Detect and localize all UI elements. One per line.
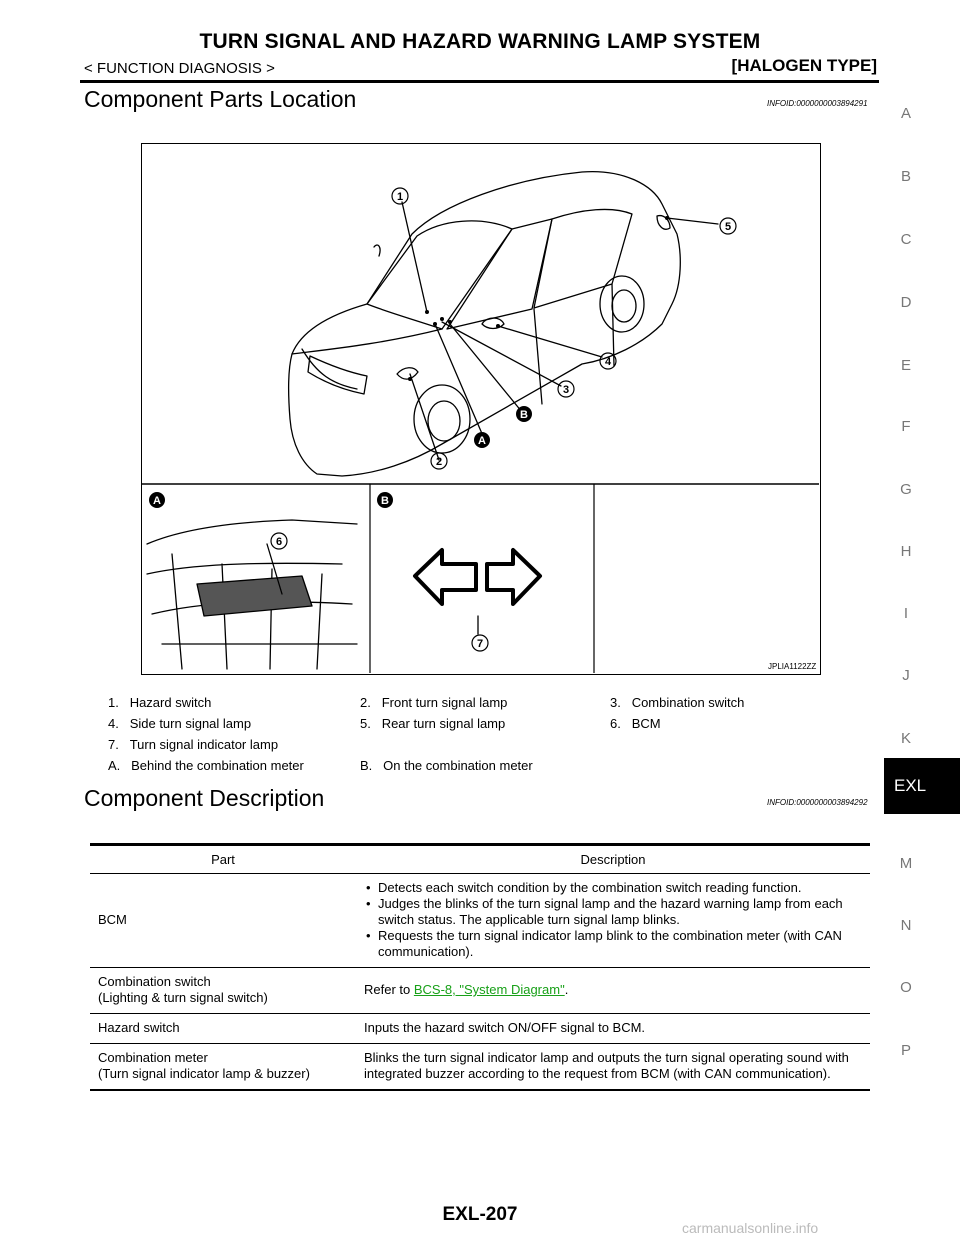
callout-4-label: 4 [604, 356, 612, 368]
legend-3-text: Combination switch [631, 695, 745, 710]
leader-3 [442, 322, 561, 386]
windshield [367, 221, 512, 329]
leader-1 [402, 202, 427, 312]
front-wheel [414, 385, 470, 453]
side-window-front [447, 219, 552, 329]
info-id-description: INFOID:0000000003894292 [767, 798, 868, 807]
legend-1 [108, 695, 211, 710]
legend-2: 2. Front turn signal lamp [360, 695, 508, 710]
legend-b: B. On the combination meter [360, 758, 533, 773]
index-active-exl[interactable]: EXL [884, 758, 960, 814]
legend-2-text: Front turn signal lamp [381, 695, 508, 710]
table-row [90, 874, 870, 968]
heading-component-parts-location: Component Parts Location [84, 86, 357, 112]
watermark: carmanualsonline.info [682, 1220, 819, 1236]
legend-7-text: Turn signal indicator lamp [129, 737, 279, 752]
view-marker-b-car-label: B [520, 409, 528, 421]
page-number: EXL-207 [442, 1204, 518, 1225]
view-marker-b [377, 492, 393, 508]
grille [308, 356, 367, 394]
variant-tag: [HALOGEN TYPE] [731, 56, 877, 75]
index-letter-g[interactable]: G [900, 481, 912, 498]
rear-wheel [600, 276, 644, 332]
table-row [90, 1044, 870, 1091]
info-id-location: INFOID:0000000003894291 [767, 99, 868, 108]
leader-5 [667, 218, 718, 224]
leader-4 [498, 326, 602, 357]
legend-4-text: Side turn signal lamp [129, 716, 252, 731]
bullet-item: • Judges the blinks of the turn signal lamp and the hazard warning lamp from each switch status. The applicable turn signal lamp blinks. [364, 896, 862, 928]
component-location-figure [141, 143, 821, 675]
index-letter-f[interactable]: F [901, 418, 911, 435]
index-letter-k[interactable]: K [900, 730, 911, 747]
document-title: TURN SIGNAL AND HAZARD WARNING LAMP SYSTEM [199, 30, 761, 53]
callout-7 [472, 635, 488, 651]
index-letter-a[interactable]: A [900, 105, 911, 122]
callout-1 [392, 188, 408, 204]
cell-part: BCM [90, 874, 356, 968]
legend-7: 7. Turn signal indicator lamp [108, 737, 279, 752]
index-letter-c[interactable]: C [900, 231, 912, 248]
callout-5-label: 5 [724, 221, 732, 233]
bcs-8-system-diagram-link[interactable]: BCS-8, "System Diagram" [413, 982, 565, 997]
index-letter-p[interactable]: P [900, 1042, 911, 1059]
heading-component-description: Component Description [84, 785, 325, 811]
hood-line [292, 329, 442, 354]
callout-1-label: 1 [396, 191, 404, 203]
index-letter-i[interactable]: I [903, 605, 909, 622]
legend-b-text: On the combination meter [383, 758, 533, 773]
view-marker-a [149, 492, 165, 508]
view-marker-a-car [474, 432, 490, 448]
callout-6-label: 6 [275, 536, 283, 548]
cell-part: Hazard switch [90, 1014, 356, 1044]
index-letter-j[interactable]: J [902, 667, 910, 684]
index-letter-n[interactable]: N [900, 917, 912, 934]
table-row [90, 1014, 870, 1044]
callout-2-label: 2 [435, 456, 443, 468]
legend-a-text: Behind the combination meter [131, 758, 304, 773]
callout-5 [720, 218, 736, 234]
cell-description: Blinks the turn signal indicator lamp and outputs the turn signal operating sound with integrated buzzer according to the request from BCM (with CAN communication). [356, 1044, 870, 1091]
callout-2 [431, 453, 447, 469]
section-tag: < FUNCTION DIAGNOSIS > [84, 60, 275, 77]
callout-7-label: 7 [476, 638, 484, 650]
legend-1-num: 1. [108, 695, 119, 710]
cell-description: Inputs the hazard switch ON/OFF signal to BCM. [356, 1014, 870, 1044]
index-letter-e[interactable]: E [900, 357, 911, 374]
legend-5: 5. Rear turn signal lamp [360, 716, 506, 731]
view-marker-a-label: A [153, 495, 161, 507]
header-rule [80, 80, 879, 83]
view-marker-a-car-label: A [478, 435, 486, 447]
figure-code: JPLIA1122ZZ [768, 662, 817, 671]
left-turn-arrow [415, 550, 476, 604]
cell-part: Combination meter (Turn signal indicator lamp & buzzer) [90, 1044, 356, 1091]
leader-b [450, 324, 522, 412]
bullet-item: • Requests the turn signal indicator lamp blink to the combination meter (with CAN communication). [364, 928, 862, 960]
view-marker-b-label: B [381, 495, 389, 507]
component-description-table [90, 843, 870, 1091]
antenna [374, 245, 380, 256]
legend-a: A. Behind the combination meter [108, 758, 304, 773]
bcm-unit [197, 576, 312, 616]
cell-description: Refer to BCS-8, "System Diagram". [356, 968, 870, 1014]
legend-3: 3. Combination switch [610, 695, 745, 710]
bullet-item: • Detects each switch condition by the combination switch reading function. [364, 880, 862, 896]
table-header-row [90, 845, 870, 874]
callout-3-label: 3 [562, 384, 570, 396]
index-letter-d[interactable]: D [900, 294, 912, 311]
index-letter-o[interactable]: O [900, 979, 912, 996]
callout-6 [271, 533, 287, 549]
index-letter-m[interactable]: M [899, 855, 913, 872]
callout-3 [558, 381, 574, 397]
car-body-outline [289, 172, 681, 476]
table-row [90, 968, 870, 1014]
column-header-part: Part [90, 845, 356, 874]
index-letter-b[interactable]: B [900, 168, 911, 185]
vehicle-illustration [142, 144, 819, 673]
right-turn-arrow [487, 550, 540, 604]
headlamp [397, 368, 418, 379]
legend-4: 4. Side turn signal lamp [108, 716, 252, 731]
column-header-description: Description [356, 845, 870, 874]
view-marker-b-car [516, 406, 532, 422]
legend-1-text: Hazard switch [129, 695, 212, 710]
cell-part: Combination switch (Lighting & turn signal switch) [90, 968, 356, 1014]
cell-description [356, 874, 870, 968]
index-letter-h[interactable]: H [900, 543, 912, 560]
legend-6-text: BCM [631, 716, 661, 731]
legend-6: 6. BCM [610, 716, 661, 731]
legend-5-text: Rear turn signal lamp [381, 716, 506, 731]
